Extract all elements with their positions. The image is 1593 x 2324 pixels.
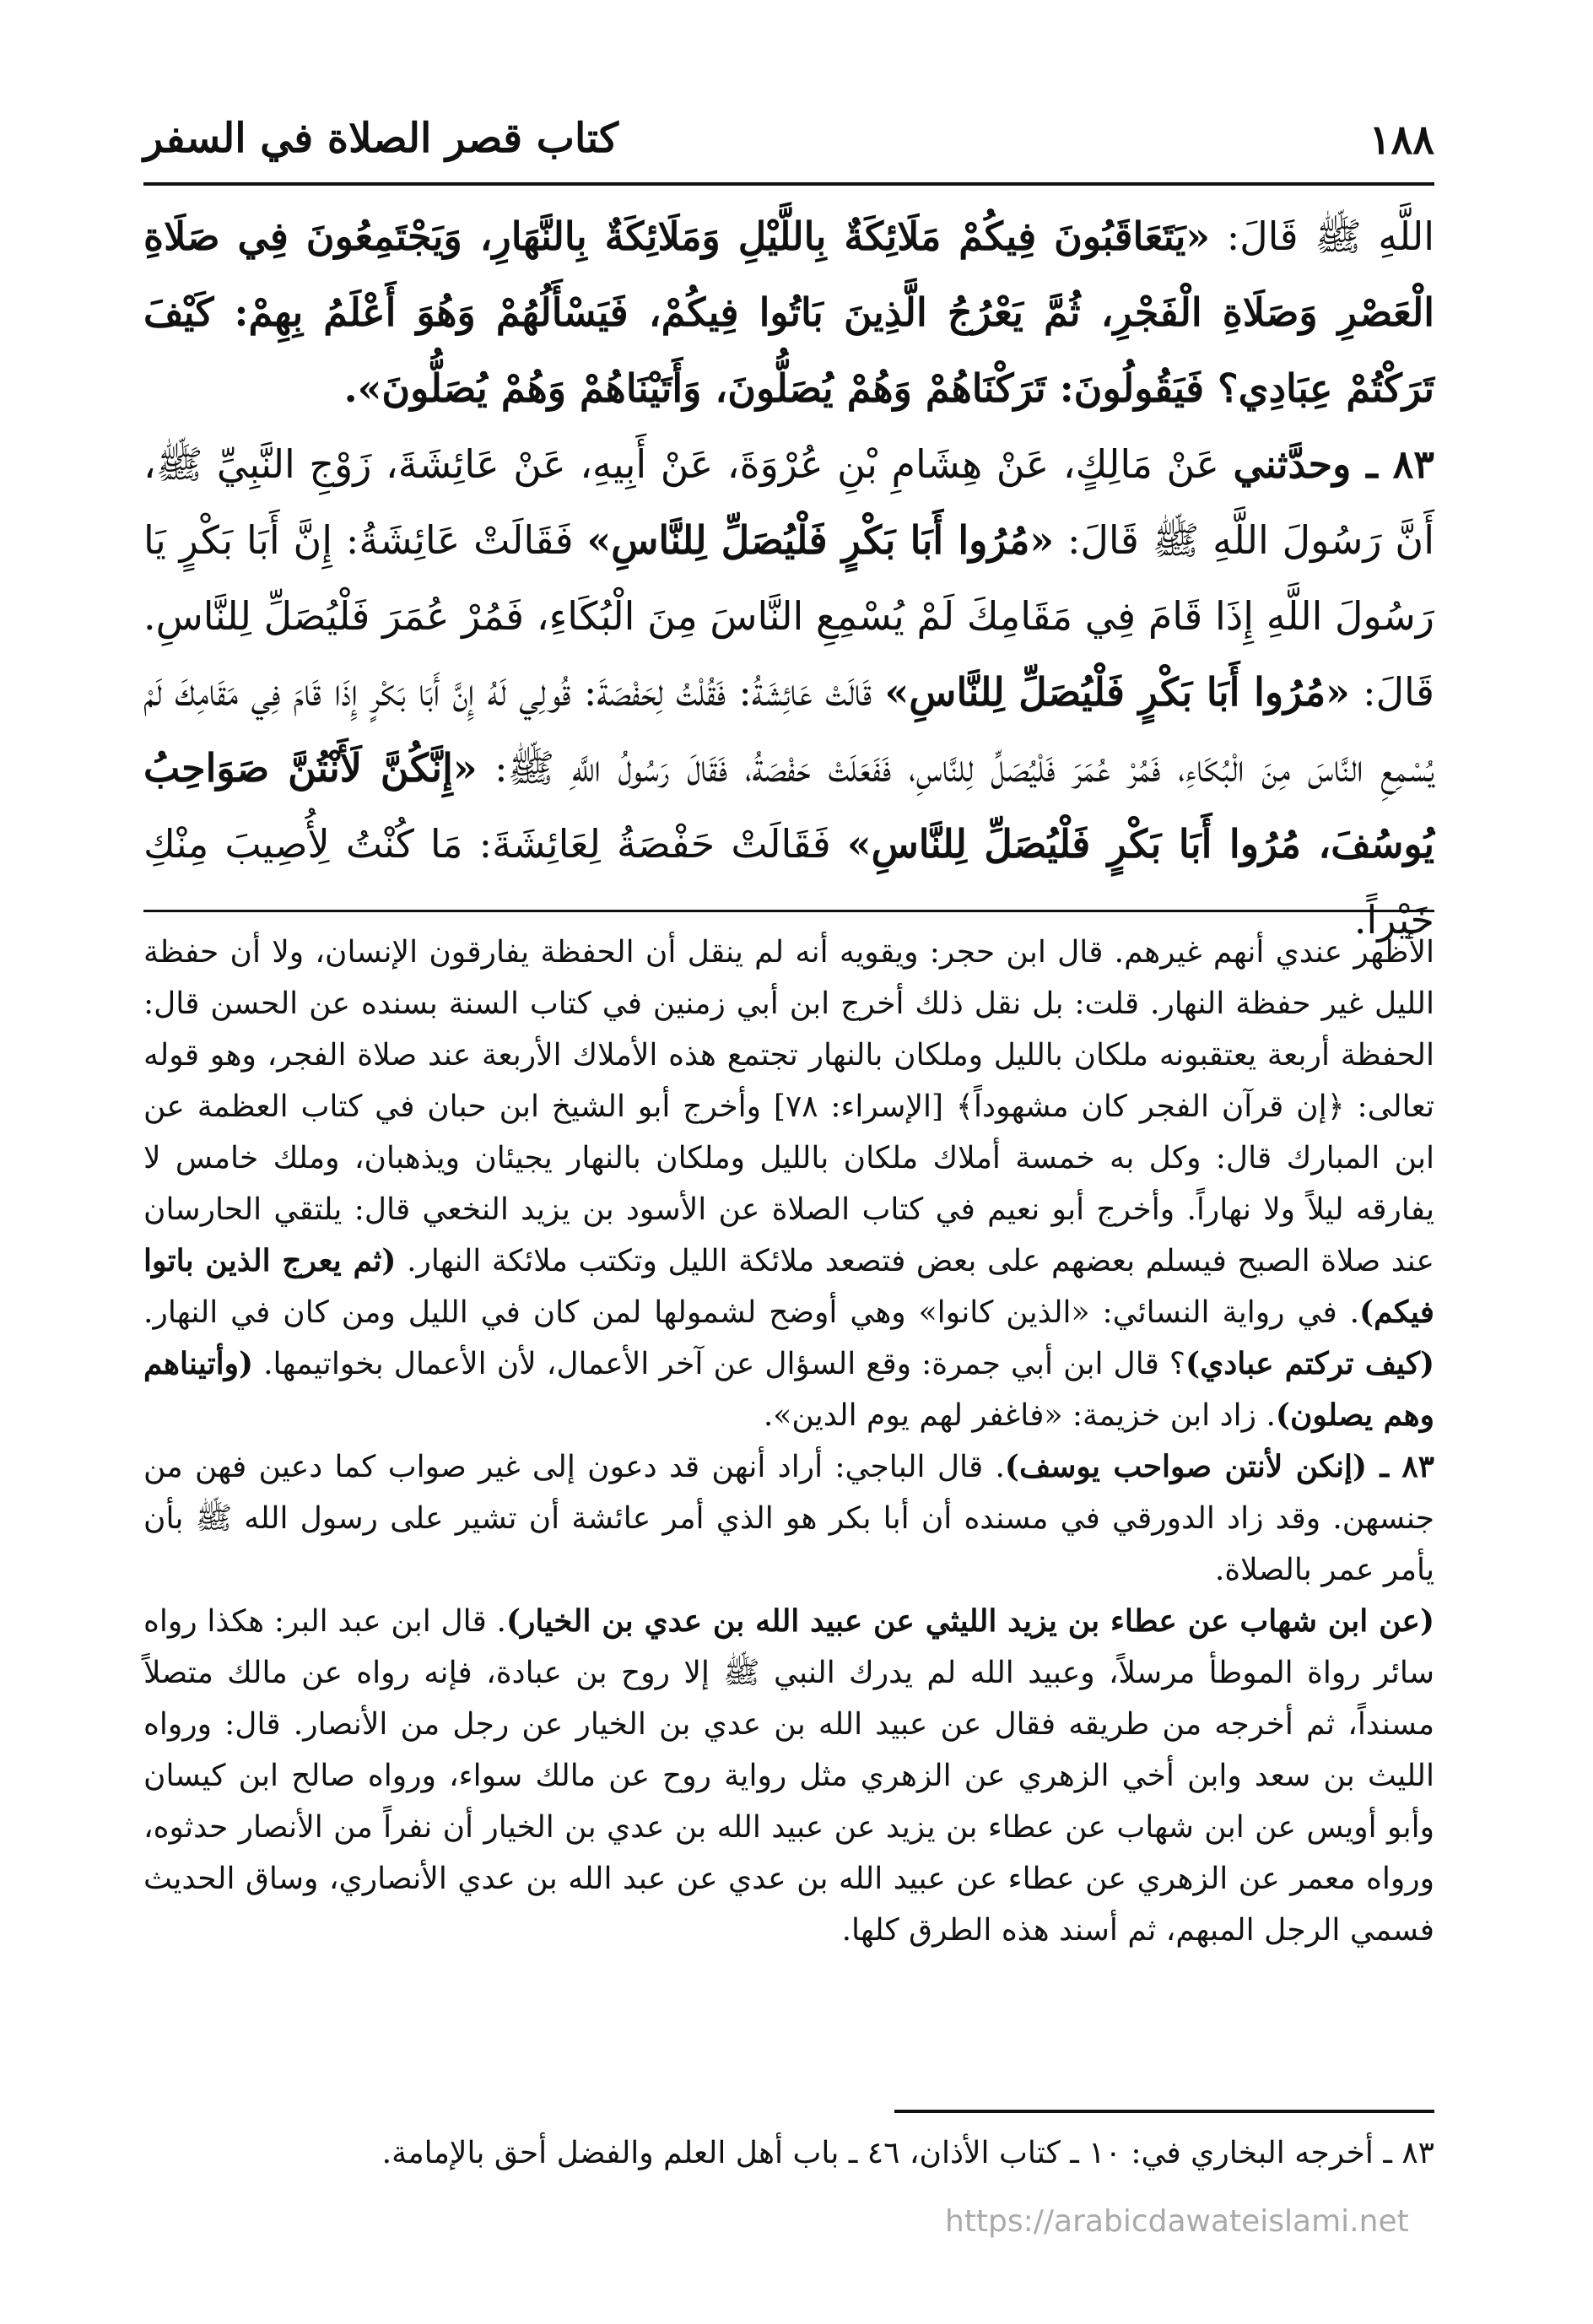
website-watermark: https://arabicdawateislami.net: [945, 2204, 1409, 2239]
page-number: ١٨٨: [1369, 116, 1434, 164]
note-chain-text: . قال ابن عبد البر: هكذا رواه سائر رواة الموطأ مرسلاً، وعبيد الله لم يدرك النبي ﷺ إلا روح بن عبادة، فإنه رواه عن مالك متصلاً مسنداً، ثم أخرجه من طريقه فقال عن عبيد الله بن عدي بن الخيار عن رجل من الأنصار. قال: ورواه الليث بن سعد وابن أخي الزهري عن الزهري مثل رواية روح عن مالك سواء، ورواه صالح ابن كيسان وأبو أويس عن ابن شهاب عن عطاء بن يزيد عن عبيد الله بن عدي بن الخيار أن نفراً من الأنصار حدثوه، ورواه معمر عن الزهري عن عطاء عن عبيد الله بن عدي عن عبد الله بن عدي الأنصاري، وساق الحديث فسمي الرجل المبهم، ثم أسند هذه الطرق كلها.: [143, 1604, 1434, 1948]
hadith-83-text-1: فَقَالَتْ عَائِشَةُ: إِنَّ أَبَا بَكْرٍ يَا رَسُولَ اللَّهِ إِذَا قَامَ فِي مَقَامِكَ لَمْ يُسْمِعِ النَّاسَ مِنَ الْبُكَاءِ، فَمُرْ عُمَرَ فَلْيُصَلِّ لِلنَّاسِ. قَالَ:: [143, 517, 1434, 715]
note-chain-heading: (عن ابن شهاب عن عطاء بن يزيد الليثي عن عبيد الله بن عدي بن الخيار): [506, 1603, 1434, 1639]
footnote-divider: [894, 2110, 1434, 2113]
running-title: كتاب قصر الصلاة في السفر: [143, 115, 618, 162]
hadith-83-text-3: فَقَالَتْ حَفْصَةُ لِعَائِشَةَ: مَا كُنْتُ لِأُصِيبَ مِنْكِ خَيْراً.: [143, 821, 1434, 943]
note-83-heading: (إنكن لأنتن صواحب يوسف): [1004, 1449, 1368, 1484]
hadith-83-text-2: قَالَتْ عَائِشَةُ: فَقُلْتُ لِحَفْصَةَ: قُولِي لَهُ إِنَّ أَبَا بَكْرٍ إِذَا قَامَ فِي مَقَامِكَ لَمْ يُسْمِعِ النَّاسَ مِنَ الْبُكَاءِ، فَمُرْ عُمَرَ فَلْيُصَلِّ لِلنَّاسِ، فَفَعَلَتْ حَفْصَةُ، فَقَالَ رَسُولُ اللَّهِ ﷺ:: [143, 669, 1434, 791]
note-83: [143, 1441, 1434, 1596]
note-chain: [143, 1596, 1434, 1956]
commentary-divider: [143, 910, 1434, 912]
hadith-82-quote: «يَتَعَاقَبُونَ فِيكُمْ مَلَائِكَةٌ بِاللَّيْلِ وَمَلَائِكَةٌ بِالنَّهَارِ، وَيَجْتَمِعُونَ فِي صَلَاةِ الْعَصْرِ وَصَلَاةِ الْفَجْرِ، ثُمَّ يَعْرُجُ الَّذِينَ بَاتُوا فِيكُمْ، فَيَسْأَلُهُمْ وَهُوَ أَعْلَمُ بِهِمْ: كَيْفَ تَرَكْتُمْ عِبَادِي؟ فَيَقُولُونَ: تَرَكْنَاهُمْ وَهُمْ يُصَلُّونَ، وَأَتَيْنَاهُمْ وَهُمْ يُصَلُّونَ».: [143, 213, 1434, 411]
page-header: [143, 101, 1434, 186]
note-82: [143, 927, 1434, 1441]
hadith-82-lead: اللَّهِ ﷺ قَالَ:: [1210, 213, 1434, 259]
note-82-heading-1: (ثم يعرج الذين باتوا فيكم): [143, 1243, 1434, 1330]
source-footnote: ٨٣ ـ أخرجه البخاري في: ١٠ ـ كتاب الأذان، ٤٦ ـ باب أهل العلم والفضل أحق بالإمامة.: [381, 2136, 1434, 2170]
note-82-text-4: . زاد ابن خزيمة: «فاغفر لهم يوم الدين».: [763, 1398, 1276, 1433]
note-82-heading-3: (وأتيناهم وهم يصلون): [143, 1346, 1434, 1433]
note-82-text-3: ؟ قال ابن أبي جمرة: وقع السؤال عن آخر الأعمال، لأن الأعمال بخواتيمها.: [253, 1347, 1186, 1381]
header-divider: [143, 182, 1434, 186]
note-82-text-1: الأظهر عندي أنهم غيرهم. قال ابن حجر: ويقويه أنه لم ينقل أن الحفظة يفارقون الإنسان، ولا أن حفظة الليل غير حفظة النهار. قلت: بل نقل ذلك أخرج ابن أبي زمنين في كتاب السنة بسنده عن الحسن قال: الحفظة أربعة يعتقبونه ملكان بالليل وملكان بالنهار تجتمع هذه الأملاك الأربعة عند صلاة الفجر، وهو قوله تعالى: ﴿إن قرآن الفجر كان مشهوداً﴾ [الإسراء: ٧٨] وأخرج أبو الشيخ ابن حبان في كتاب العظمة عن ابن المبارك قال: وكل به خمسة أملاك ملكان بالليل وملكان بالنهار يجيئان ويذهبان، وملك خامس لا يفارقه ليلاً ولا نهاراً. وأخرج أبو نعيم في كتاب الصلاة عن الأسود بن يزيد النخعي قال: يلتقي الحارسان عند صلاة الصبح فيسلم بعضهم على بعض فتصعد ملائكة الليل وتكتب ملائكة النهار.: [143, 935, 1435, 1278]
note-83-text: . قال الباجي: أراد أنهن قد دعون إلى غير صواب كما دعين فهن من جنسهن. وقد زاد الدورقي في مسنده أن أبا بكر هو الذي أمر عائشة أن تشير على رسول الله ﷺ بأن يأمر عمر بالصلاة.: [143, 1450, 1434, 1587]
note-83-number: ٨٣ ـ: [1367, 1449, 1434, 1484]
hadith-main-text: [143, 198, 1434, 958]
hadith-82-continuation: [143, 198, 1434, 426]
hadith-83-quote-2: «مُرُوا أَبَا بَكْرٍ فَلْيُصَلِّ لِلنَّاسِ»: [884, 669, 1350, 715]
hadith-83-quote-1: «مُرُوا أَبَا بَكْرٍ فَلْيُصَلِّ لِلنَّاسِ»: [586, 517, 1055, 563]
hadith-83-intro: وحدَّثني: [1233, 441, 1352, 487]
hadith-83-number: ٨٣ ـ: [1351, 441, 1434, 487]
hadith-83-quote-3: «إِنَّكُنَّ لَأَنْتُنَّ صَوَاحِبُ يُوسُفَ، مُرُوا أَبَا بَكْرٍ فَلْيُصَلِّ لِلنَّاسِ»: [143, 745, 1435, 867]
hadith-83: [143, 426, 1434, 958]
commentary-notes: [143, 927, 1434, 1956]
hadith-83-chain: عَنْ مَالِكٍ، عَنْ هِشَامِ بْنِ عُرْوَةَ، عَنْ أَبِيهِ، عَنْ عَائِشَةَ، زَوْجِ النَّبِيِّ ﷺ، أَنَّ رَسُولَ اللَّهِ ﷺ قَالَ:: [143, 441, 1434, 563]
note-82-heading-2: (كيف تركتم عبادي): [1185, 1346, 1435, 1381]
note-82-text-2: . في رواية النسائي: «الذين كانوا» وهي أوضح لشمولها لمن كان في الليل ومن كان في النهار.: [143, 1295, 1360, 1330]
